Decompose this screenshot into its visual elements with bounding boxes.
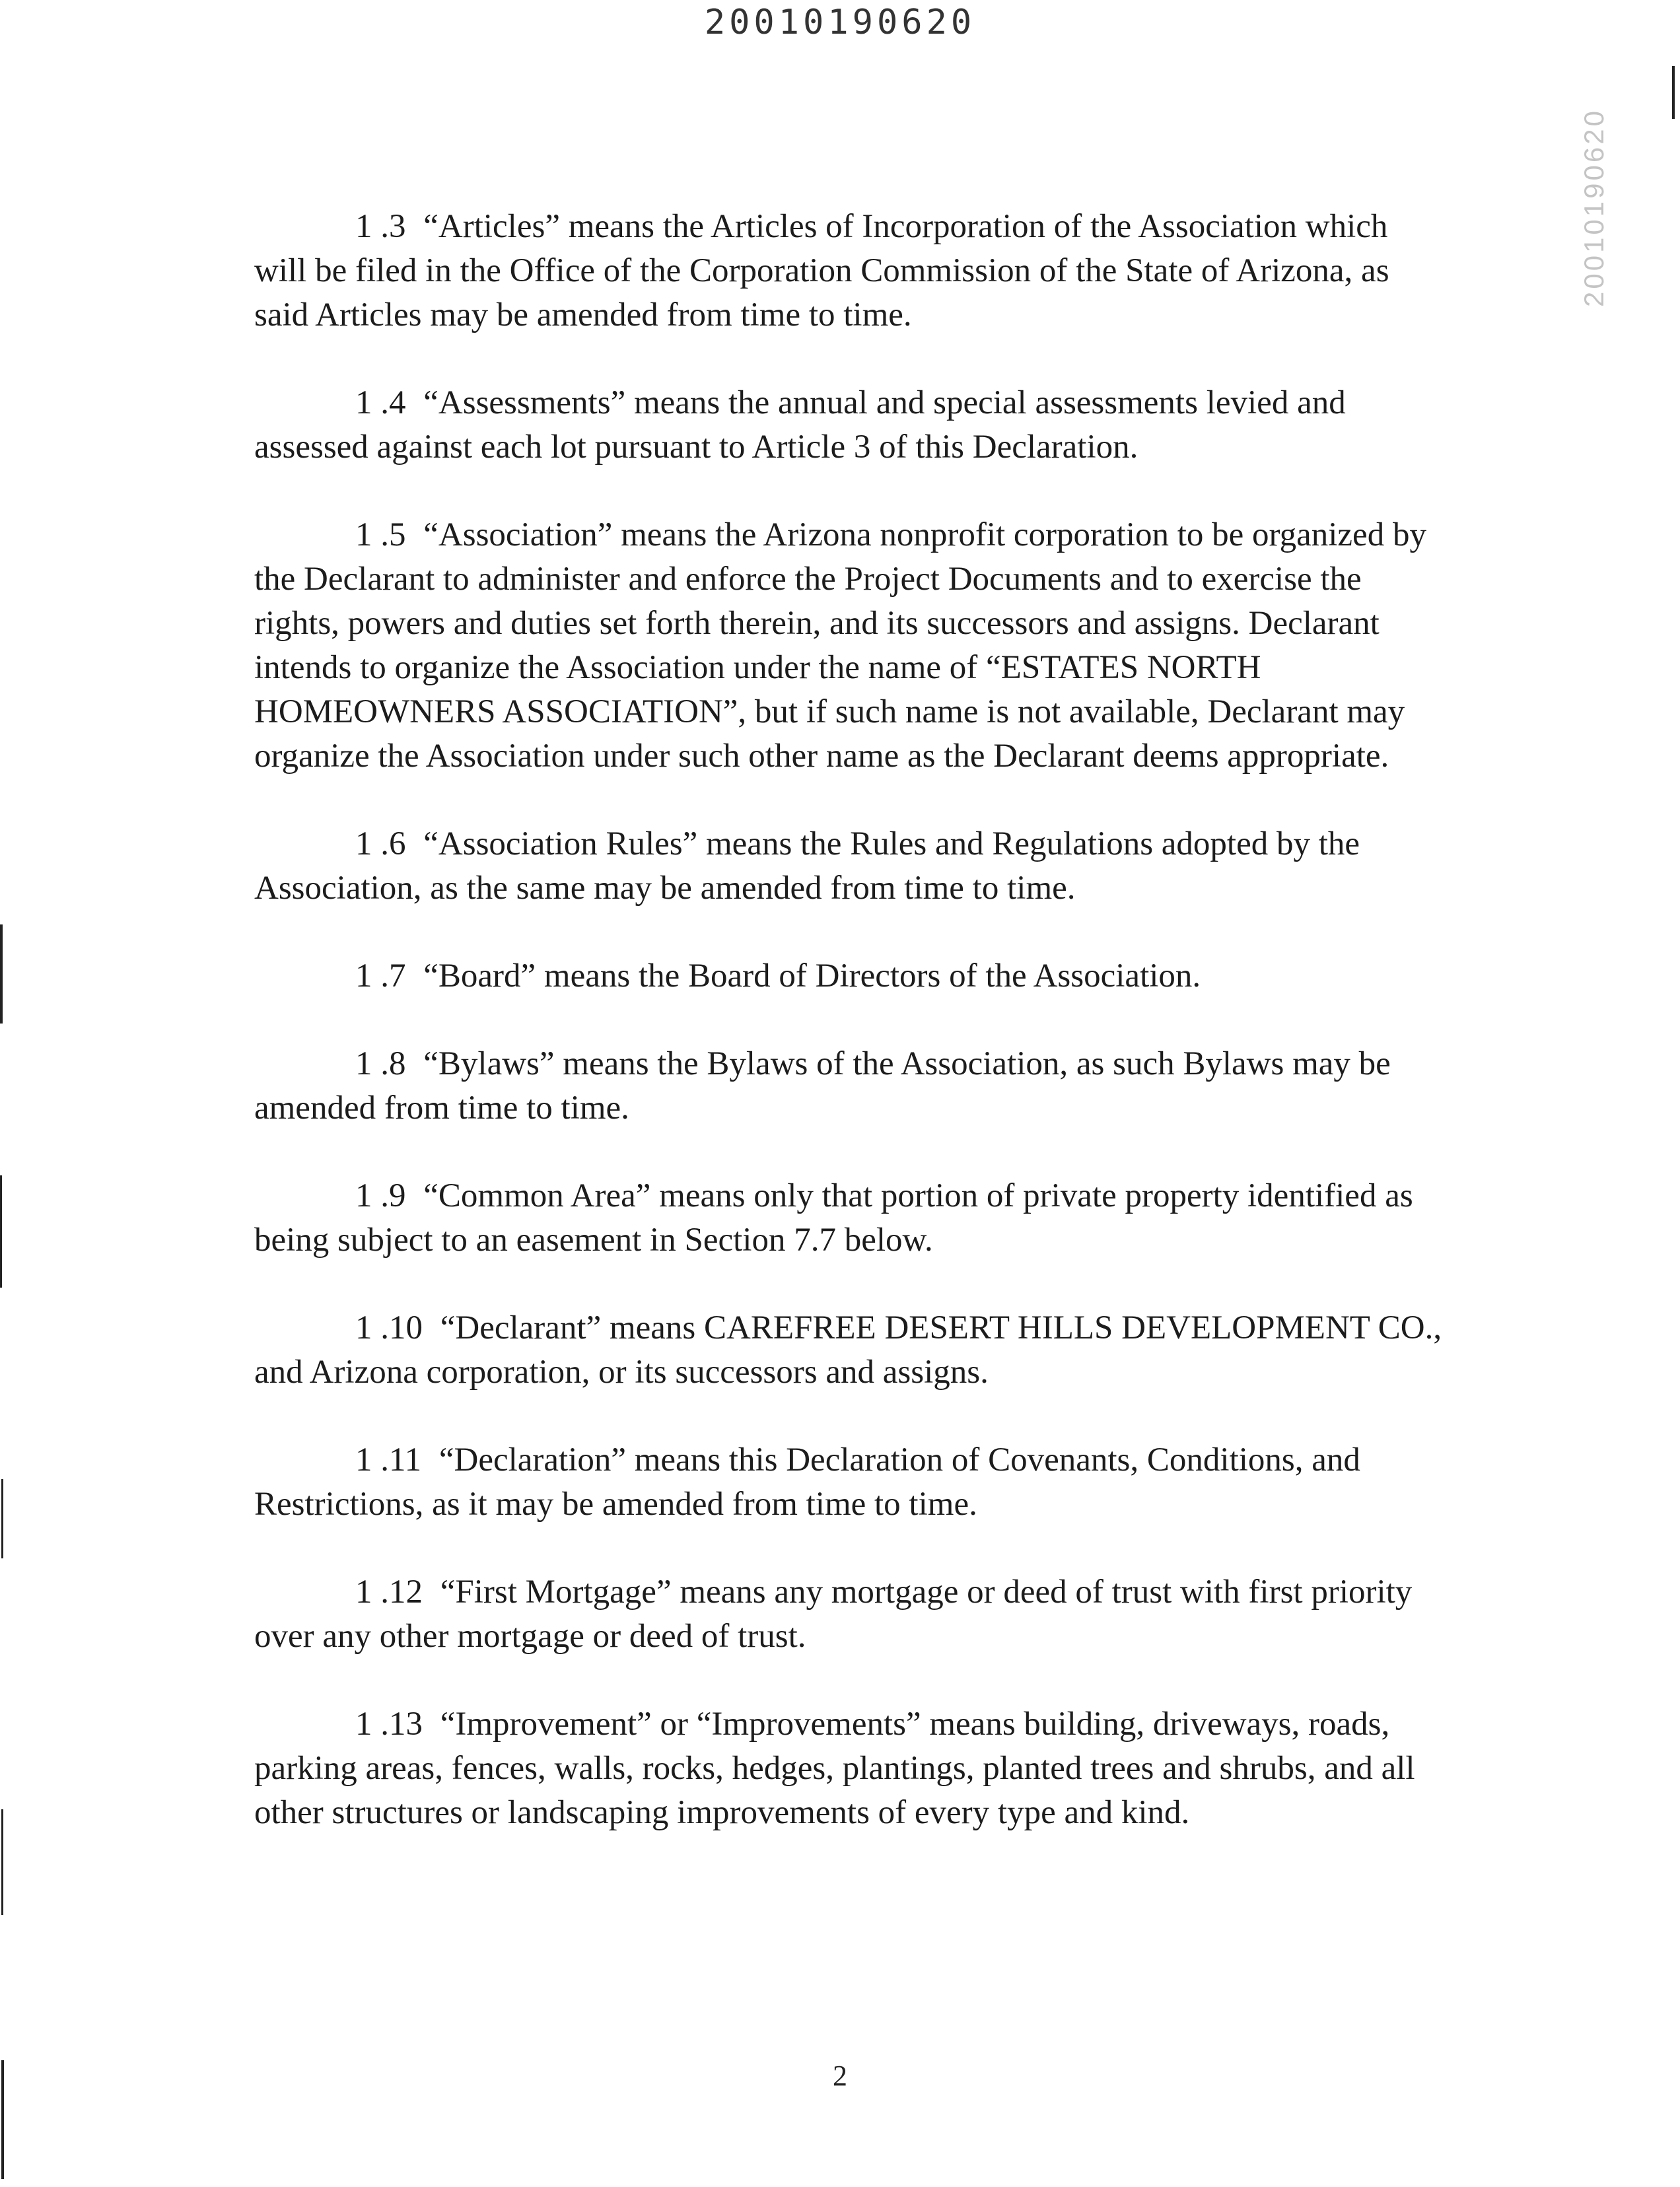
scan-edge-mark xyxy=(0,1175,2,1288)
section-number: 1 .11 xyxy=(355,1441,422,1478)
section-1-3 xyxy=(254,205,1443,337)
section-text: “Articles” means the Articles of Incorporation of the Association which will be filed in the Office of the Corporation Commission of the State of Arizona, as said Articles may be amended from time to time. xyxy=(254,208,1389,333)
section-1-10 xyxy=(254,1306,1443,1395)
section-1-4 xyxy=(254,381,1443,469)
section-text: “Declarant” means CAREFREE DESERT HILLS DEVELOPMENT CO., and Arizona corporation, or its successors and assigns. xyxy=(254,1309,1442,1391)
scan-edge-mark xyxy=(0,924,3,1024)
section-1-13 xyxy=(254,1702,1443,1835)
document-body xyxy=(254,205,1443,1879)
section-number: 1 .8 xyxy=(355,1045,406,1082)
section-text: “Improvement” or “Improvements” means building, driveways, roads, parking areas, fences, walls, rocks, hedges, plantings, planted trees and shrubs, and all other structures or landscaping improvements of every type and kind. xyxy=(254,1706,1415,1831)
section-number: 1 .7 xyxy=(355,957,406,994)
section-number: 1 .10 xyxy=(355,1309,423,1346)
section-text: “Bylaws” means the Bylaws of the Association, as such Bylaws may be amended from time to time. xyxy=(254,1045,1391,1127)
section-text: “Board” means the Board of Directors of the Association. xyxy=(423,957,1201,994)
section-text: “Association” means the Arizona nonprofit corporation to be organized by the Declarant to administer and enforce the Project Documents and to exercise the rights, powers and duties set forth therein, and its successors and assigns. Declarant intends to organize the Association under the name of “ESTATES NORTH HOMEOWNERS ASSOCIATION”, but if such name is not available, Declarant may organize the Association under such other name as the Declarant deems appropriate. xyxy=(254,516,1426,775)
page-number: 2 xyxy=(833,2060,847,2092)
section-number: 1 .12 xyxy=(355,1574,423,1611)
section-text: “Association Rules” means the Rules and Regulations adopted by the Association, as the same may be amended from time to time. xyxy=(254,825,1360,907)
section-number: 1 .9 xyxy=(355,1177,406,1214)
scan-edge-mark xyxy=(1672,66,1675,119)
side-stamp-watermark: 20010190620 xyxy=(1578,108,1609,308)
scan-edge-mark xyxy=(1,1479,3,1558)
section-text: “Assessments” means the annual and special assessments levied and assessed against each lot pursuant to Article 3 of this Declaration. xyxy=(254,384,1346,466)
section-number: 1 .3 xyxy=(355,208,406,245)
section-text: “First Mortgage” means any mortgage or deed of trust with first priority over any other mortgage or deed of trust. xyxy=(254,1574,1413,1655)
section-1-8 xyxy=(254,1042,1443,1130)
section-text: “Common Area” means only that portion of private property identified as being subject to an easement in Section 7.7 below. xyxy=(254,1177,1413,1259)
section-number: 1 .5 xyxy=(355,516,406,553)
section-number: 1 .13 xyxy=(355,1706,423,1743)
section-1-5 xyxy=(254,513,1443,779)
section-text: “Declaration” means this Declaration of Covenants, Conditions, and Restrictions, as it may be amended from time to time. xyxy=(254,1441,1360,1523)
scan-edge-mark xyxy=(1,1809,3,1915)
section-1-12 xyxy=(254,1570,1443,1659)
section-number: 1 .6 xyxy=(355,825,406,862)
section-number: 1 .4 xyxy=(355,384,406,421)
section-1-7 xyxy=(254,954,1443,998)
document-number-header: 20010190620 xyxy=(704,3,976,42)
section-1-9 xyxy=(254,1174,1443,1263)
section-1-11 xyxy=(254,1438,1443,1527)
section-1-6 xyxy=(254,822,1443,911)
